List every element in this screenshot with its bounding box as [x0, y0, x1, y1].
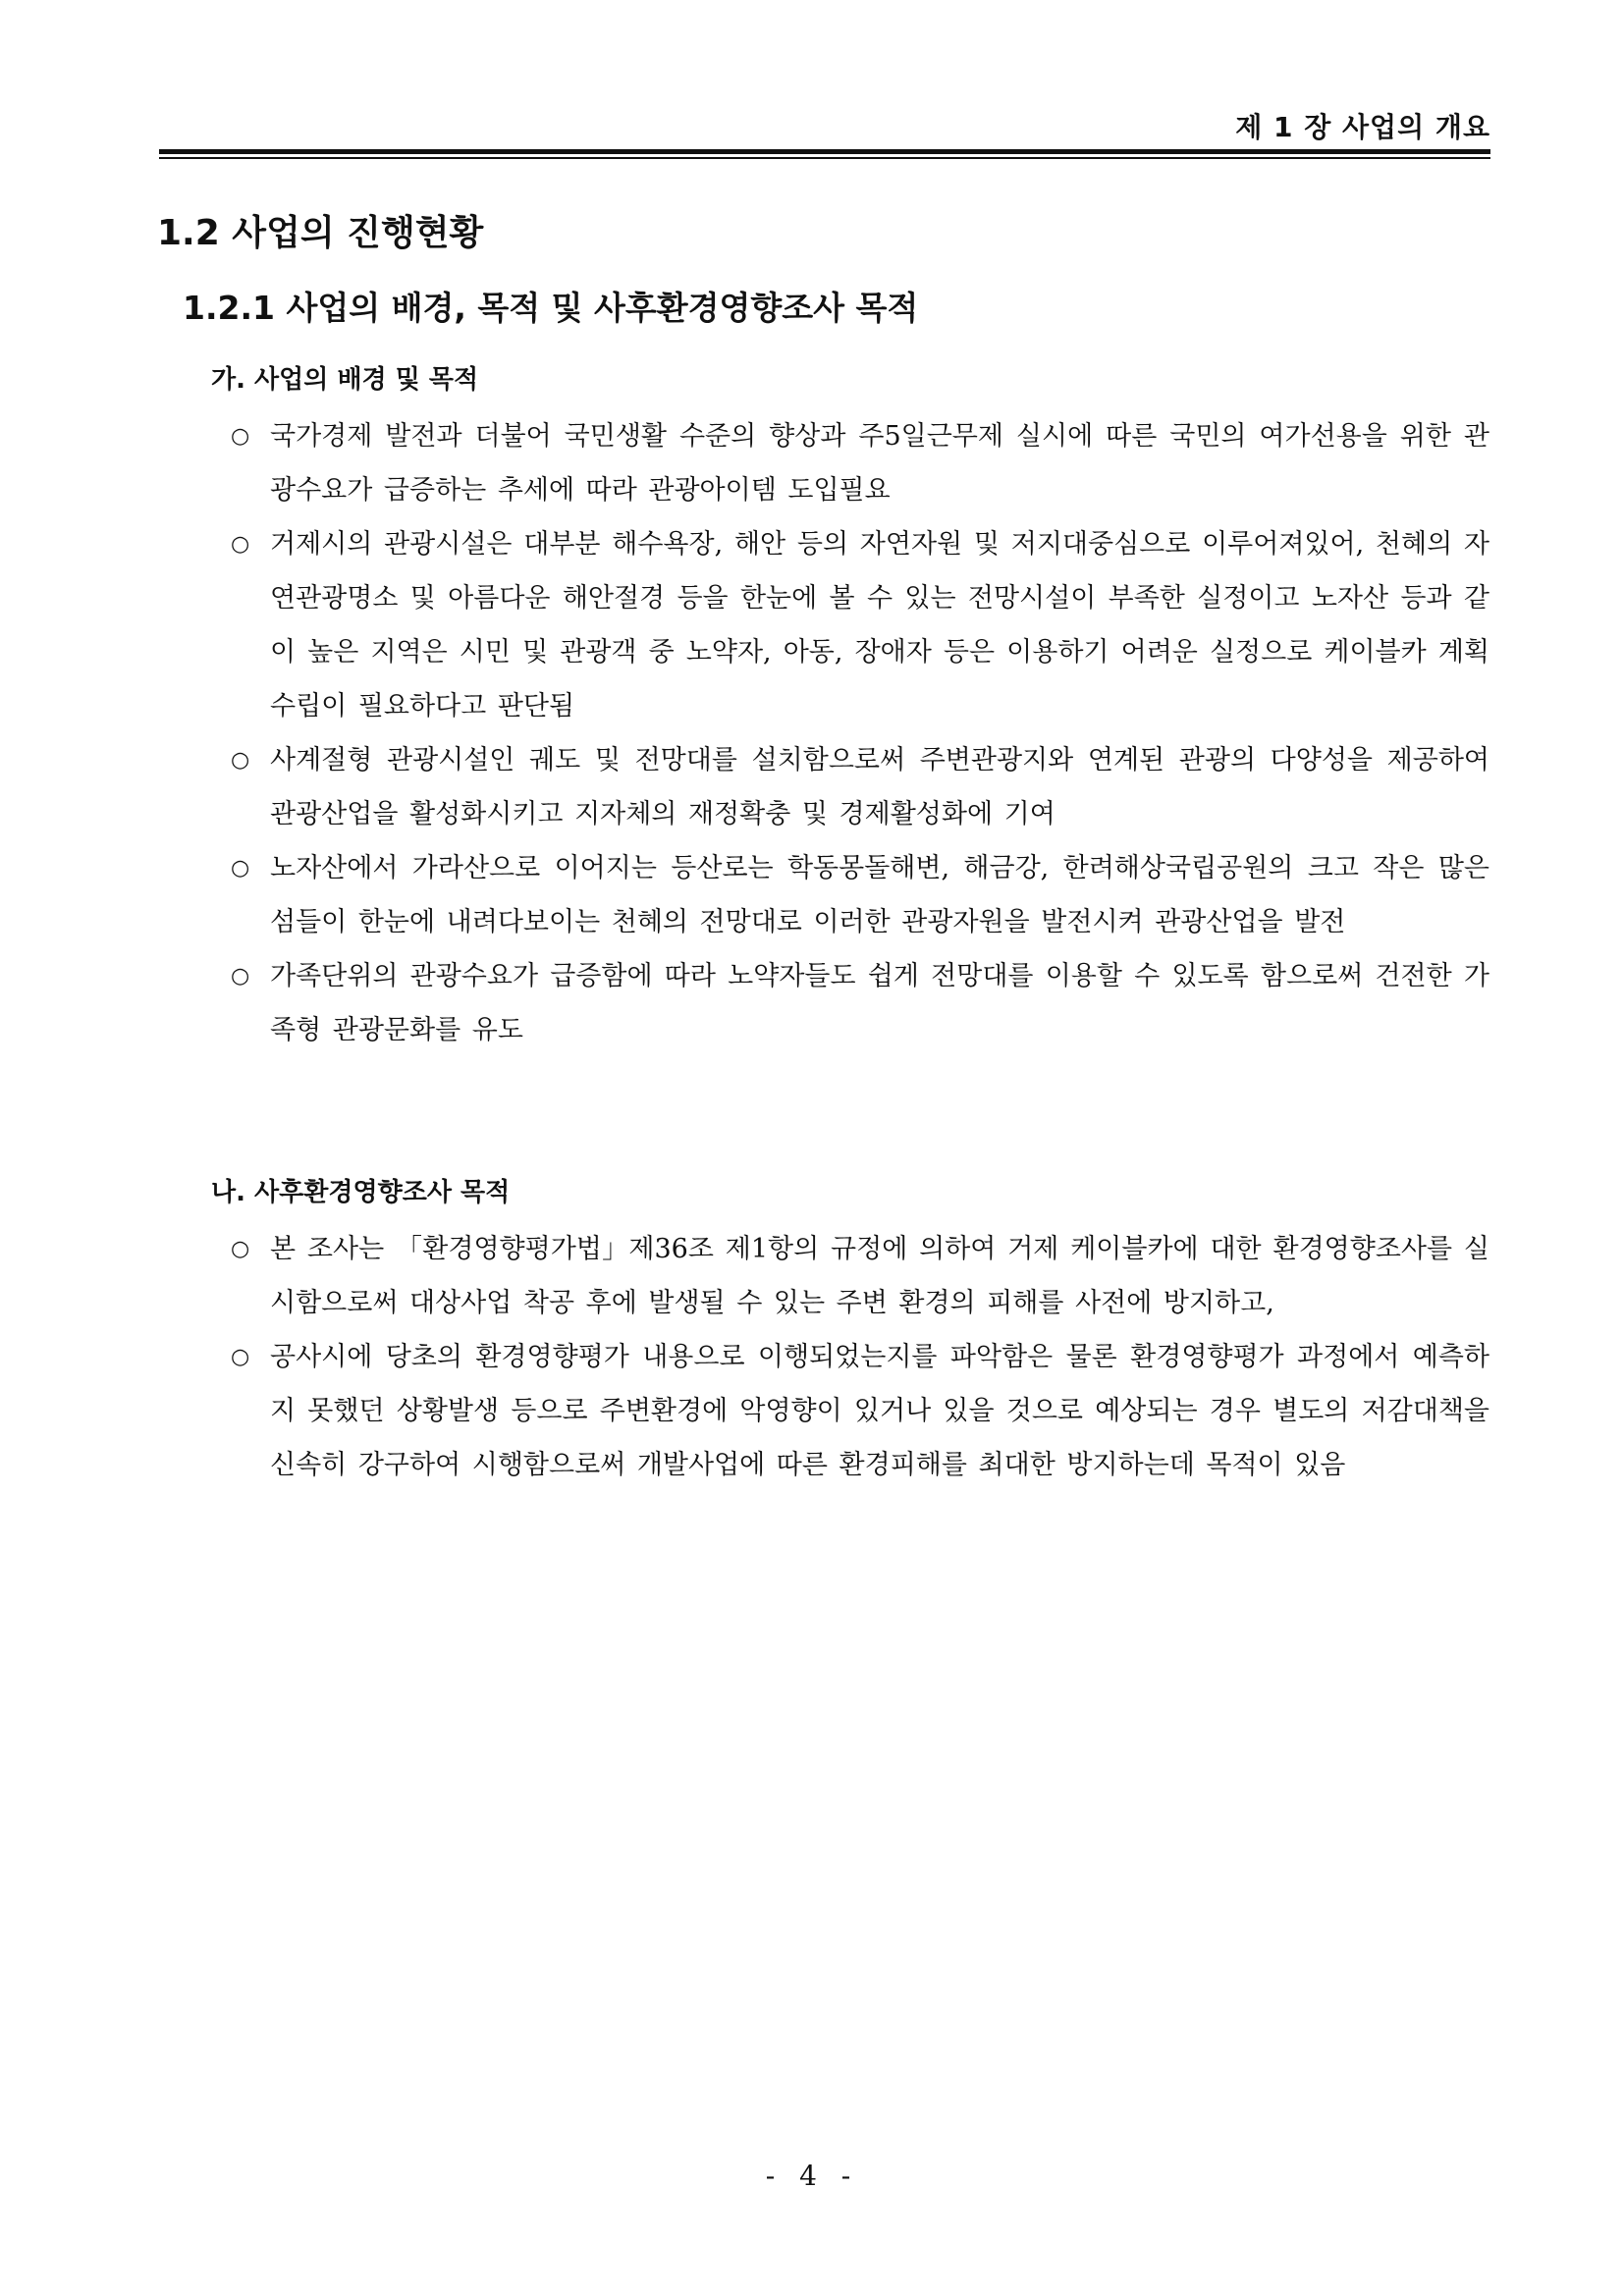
list-item-text: 거제시의 관광시설은 대부분 해수욕장, 해안 등의 자연자원 및 저지대중심으로 이루어져있어, 천혜의 자연관광명소 및 아름다운 해안절경 등을 한눈에 볼 수 있는 전망시설이 부족한 실정이고 노자산 등과 같이 높은 지역은 시민 및 관광객 중 노약자, 아동, 장애자 등은 이용하기 어려운 실정으로 케이블카 계획수립이 필요하다고 판단됨 — [270, 529, 1489, 721]
list-item-text: 공사시에 당초의 환경영향평가 내용으로 이행되었는지를 파악함은 물론 환경영향평가 과정에서 예측하지 못했던 상황발생 등으로 주변환경에 악영향이 있거나 있을 것으로 예상되는 경우 별도의 저감대책을 신속히 강구하여 시행함으로써 개발사업에 따른 환경피해를 최대한 방지하는데 목적이 있음 — [270, 1342, 1489, 1480]
bullet-icon: ○ — [231, 532, 250, 557]
bullet-icon: ○ — [231, 856, 250, 881]
list-item-text: 가족단위의 관광수요가 급증함에 따라 노약자들도 쉽게 전망대를 이용할 수 있도록 함으로써 건전한 가족형 관광문화를 유도 — [270, 961, 1489, 1045]
list-item-text: 노자산에서 가라산으로 이어지는 등산로는 학동몽돌해변, 해금강, 한려해상국립공원의 크고 작은 많은 섬들이 한눈에 내려다보이는 천혜의 전망대로 이러한 관광자원을 발전시켜 관광산업을 발전 — [270, 853, 1489, 937]
list-item-text: 본 조사는 「환경영향평가법」제36조 제1항의 규정에 의하여 거제 케이블카에 대한 환경영향조사를 실시함으로써 대상사업 착공 후에 발생될 수 있는 주변 환경의 피해를 사전에 방지하고, — [270, 1234, 1489, 1318]
part-a-list — [231, 409, 1489, 1057]
chapter-title: 제 1 장 사업의 개요 — [1235, 111, 1490, 143]
list-item — [231, 949, 1489, 1057]
bullet-icon: ○ — [231, 748, 250, 773]
bullet-icon: ○ — [231, 1345, 250, 1369]
list-item — [231, 1330, 1489, 1492]
bullet-icon: ○ — [231, 964, 250, 988]
page-header — [159, 106, 1490, 161]
list-item — [231, 733, 1489, 841]
header-rule-thick — [159, 149, 1490, 154]
section-title: 1.2 사업의 진행현황 — [157, 213, 484, 253]
bullet-icon: ○ — [231, 1237, 250, 1261]
list-item — [231, 1222, 1489, 1330]
part-b-heading: 나. 사후환경영향조사 목적 — [211, 1178, 511, 1207]
part-a-heading: 가. 사업의 배경 및 목적 — [211, 365, 479, 395]
page-number: - 4 - — [765, 2160, 859, 2192]
bullet-icon: ○ — [231, 424, 250, 449]
list-item-text: 사계절형 관광시설인 궤도 및 전망대를 설치함으로써 주변관광지와 연계된 관광의 다양성을 제공하여 관광산업을 활성화시키고 지자체의 재정확충 및 경제활성화에 기여 — [270, 745, 1489, 829]
part-b-list — [231, 1222, 1489, 1492]
list-item — [231, 409, 1489, 517]
subsection-title: 1.2.1 사업의 배경, 목적 및 사후환경영향조사 목적 — [183, 289, 919, 327]
header-rule-thin — [159, 157, 1490, 159]
list-item — [231, 517, 1489, 733]
list-item-text: 국가경제 발전과 더불어 국민생활 수준의 향상과 주5일근무제 실시에 따른 국민의 여가선용을 위한 관광수요가 급증하는 추세에 따라 관광아이템 도입필요 — [270, 421, 1489, 506]
list-item — [231, 841, 1489, 949]
